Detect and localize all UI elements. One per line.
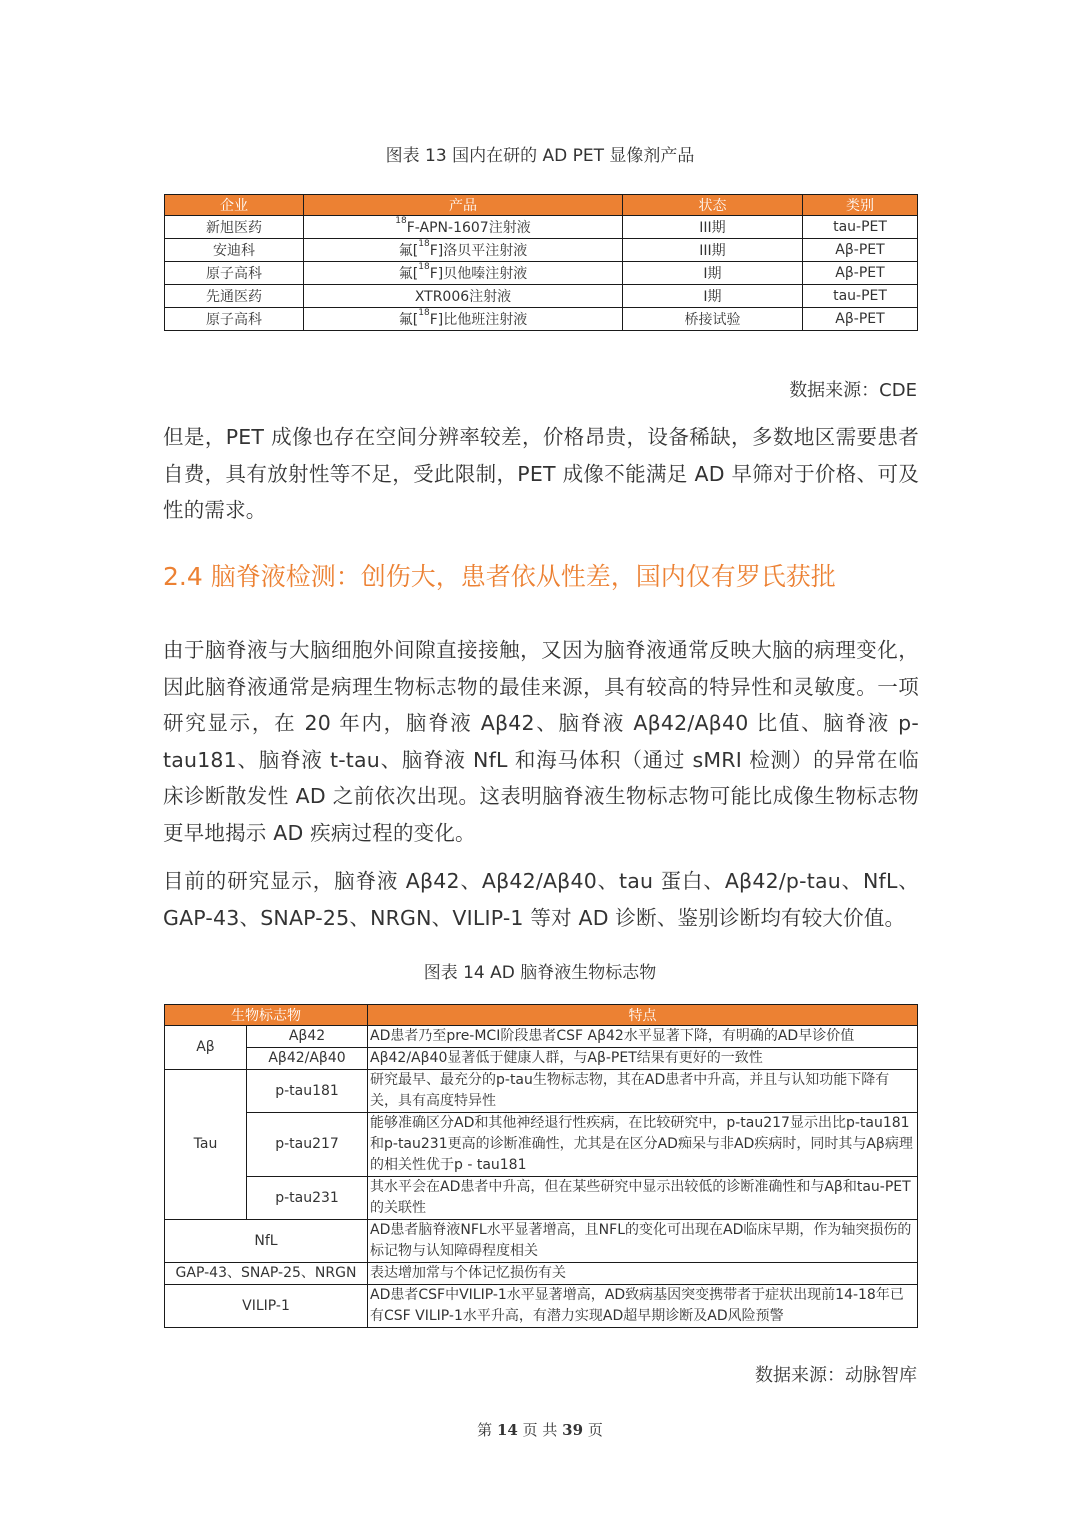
table13-source: 数据来源：CDE [789, 380, 917, 401]
marker-cell: NfL [165, 1220, 368, 1263]
marker-cell: VILIP-1 [165, 1285, 368, 1328]
csf-biomarker-table [164, 1004, 918, 1328]
header-status: 状态 [623, 195, 803, 216]
table-row [165, 1177, 918, 1220]
table-row [165, 1026, 918, 1048]
header-feature: 特点 [368, 1005, 918, 1026]
table-row [165, 1048, 918, 1070]
company-cell: 新旭医药 [165, 216, 304, 239]
header-company: 企业 [165, 195, 304, 216]
group-cell-tau: Tau [165, 1070, 247, 1220]
product-cell: $^{18}$F-APN-1607注射液 [304, 216, 623, 239]
header-product: 产品 [304, 195, 623, 216]
category-cell: Aβ-PET [803, 239, 918, 262]
table-row [165, 216, 918, 239]
description-cell: AD患者乃至pre-MCI阶段患者CSF Aβ42水平显著下降，有明确的AD早诊价值 [368, 1026, 918, 1048]
product-cell: 氟[$^{18}$F]洛贝平注射液 [304, 239, 623, 262]
table-row [165, 1220, 918, 1263]
marker-cell: p-tau217 [247, 1113, 368, 1177]
description-cell: AD患者CSF中VILIP-1水平显著增高，AD致病基因突变携带者于症状出现前14-18年已有CSF VILIP-1水平升高，有潜力实现AD超早期诊断及AD风险预警 [368, 1285, 918, 1328]
marker-cell: p-tau181 [247, 1070, 368, 1113]
header-biomarker: 生物标志物 [165, 1005, 368, 1026]
table-row [165, 262, 918, 285]
table-row [165, 1113, 918, 1177]
marker-cell: Aβ42/Aβ40 [247, 1048, 368, 1070]
description-cell: 其水平会在AD患者中升高，但在某些研究中显示出较低的诊断准确性和与Aβ和tau-PET的关联性 [368, 1177, 918, 1220]
category-cell: Aβ-PET [803, 262, 918, 285]
company-cell: 原子高科 [165, 262, 304, 285]
section-heading: 2.4 脑脊液检测：创伤大，患者依从性差，国内仅有罗氏获批 [163, 562, 836, 591]
page-total: 39 [562, 1421, 584, 1439]
table-header-row [165, 195, 918, 216]
status-cell: III期 [623, 239, 803, 262]
product-cell: 氟[$^{18}$F]比他班注射液 [304, 308, 623, 331]
category-cell: tau-PET [803, 216, 918, 239]
table-row [165, 239, 918, 262]
product-cell: 氟[$^{18}$F]贝他嗪注射液 [304, 262, 623, 285]
status-cell: I期 [623, 285, 803, 308]
category-cell: tau-PET [803, 285, 918, 308]
company-cell: 原子高科 [165, 308, 304, 331]
status-cell: 桥接试验 [623, 308, 803, 331]
table-header-row [165, 1005, 918, 1026]
pet-tracer-table [164, 194, 918, 331]
company-cell: 安迪科 [165, 239, 304, 262]
table-row [165, 1070, 918, 1113]
product-cell: XTR006注射液 [304, 285, 623, 308]
description-cell: AD患者脑脊液NFL水平显著增高，且NFL的变化可出现在AD临床早期，作为轴突损伤的标记物与认知障碍程度相关 [368, 1220, 918, 1263]
body-paragraph-csf: 由于脑脊液与大脑细胞外间隙直接接触，又因为脑脊液通常反映大脑的病理变化，因此脑脊液通常是病理生物标志物的最佳来源，具有较高的特异性和灵敏度。一项研究显示，在 20 年内，脑脊液 Aβ42、脑脊液 Aβ42/Aβ40 比值、脑脊液 p-tau181、脑脊液 t-tau、脑脊液 NfL 和海马体积（通过 sMRI 检测）的异常在临床诊断散发性 AD 之前依次出现。这表明脑脊液生物标志物可能比成像生物标志物更早地揭示 AD 疾病过程的变化。 [163, 638, 919, 845]
table-row [165, 285, 918, 308]
page-number: 14 [496, 1421, 518, 1439]
header-category: 类别 [803, 195, 918, 216]
body-paragraph-biomarkers: 目前的研究显示，脑脊液 Aβ42、Aβ42/Aβ40、tau 蛋白、Aβ42/p-tau、NfL、GAP-43、SNAP-25、NRGN、VILIP-1 等对 AD 诊断、鉴别诊断均有较大价值。 [163, 869, 919, 930]
table-row [165, 308, 918, 331]
table14-source: 数据来源：动脉智库 [755, 1365, 917, 1386]
page-footer: 第 14 页 共 39 页 [477, 1421, 603, 1439]
category-cell: Aβ-PET [803, 308, 918, 331]
description-cell: 研究最早、最充分的p-tau生物标志物，其在AD患者中升高，并且与认知功能下降有关，具有高度特异性 [368, 1070, 918, 1113]
table13-caption: 图表 13 国内在研的 AD PET 显像剂产品 [385, 146, 695, 166]
group-cell-abeta: Aβ [165, 1026, 247, 1070]
marker-cell: p-tau231 [247, 1177, 368, 1220]
status-cell: III期 [623, 216, 803, 239]
status-cell: I期 [623, 262, 803, 285]
marker-cell: GAP-43、SNAP-25、NRGN [165, 1263, 368, 1285]
description-cell: Aβ42/Aβ40显著低于健康人群，与Aβ-PET结果有更好的一致性 [368, 1048, 918, 1070]
table14-caption: 图表 14 AD 脑脊液生物标志物 [423, 963, 657, 983]
description-cell: 能够准确区分AD和其他神经退行性疾病，在比较研究中，p-tau217显示出比p-tau181和p-tau231更高的诊断准确性，尤其是在区分AD痴呆与非AD疾病时，同时其与Aβ病理的相关性优于p - tau181 [368, 1113, 918, 1177]
table-row [165, 1263, 918, 1285]
body-paragraph-pet: 但是，PET 成像也存在空间分辨率较差，价格昂贵，设备稀缺，多数地区需要患者自费，具有放射性等不足，受此限制，PET 成像不能满足 AD 早筛对于价格、可及性的需求。 [163, 425, 919, 522]
company-cell: 先通医药 [165, 285, 304, 308]
table-row [165, 1285, 918, 1328]
marker-cell: Aβ42 [247, 1026, 368, 1048]
description-cell: 表达增加常与个体记忆损伤有关 [368, 1263, 918, 1285]
